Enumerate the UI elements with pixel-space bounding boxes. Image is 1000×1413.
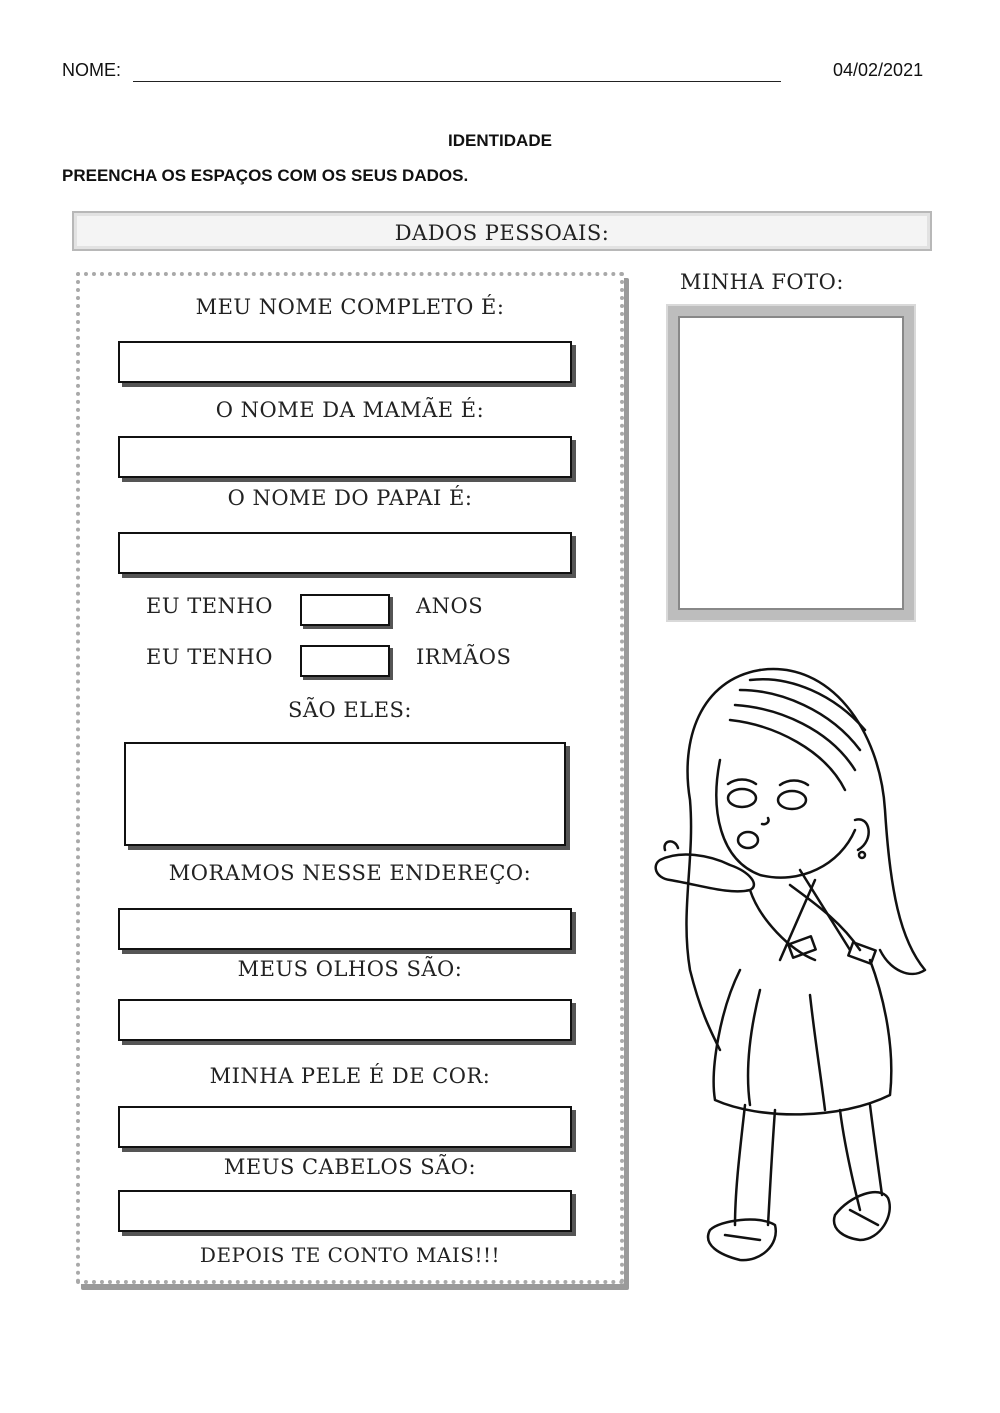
siblings-names-question: SÃO ELES:	[287, 698, 412, 722]
address-box[interactable]	[118, 908, 572, 950]
eyes-box[interactable]	[118, 999, 572, 1041]
mother-name-box[interactable]	[118, 436, 572, 478]
age-box[interactable]	[300, 594, 390, 626]
instruction: PREENCHA OS ESPAÇOS COM OS SEUS DADOS.	[62, 166, 469, 185]
skin-question: MINHA PELE É DE COR:	[209, 1064, 491, 1088]
years-label: ANOS	[416, 594, 484, 618]
siblings-box[interactable]	[300, 645, 390, 677]
girl-illustration-icon	[640, 650, 940, 1280]
siblings-label: EU TENHO	[146, 645, 273, 669]
eyes-question: MEUS OLHOS SÃO:	[237, 957, 463, 981]
page-title: IDENTIDADE	[448, 131, 552, 150]
hair-question: MEUS CABELOS SÃO:	[223, 1155, 477, 1179]
photo-label: MINHA FOTO:	[680, 270, 844, 294]
banner-title: DADOS PESSOAIS:	[394, 221, 610, 245]
photo-frame[interactable]	[668, 306, 914, 620]
age-label: EU TENHO	[146, 594, 273, 618]
name-label: NOME:	[62, 60, 122, 80]
closing-line: DEPOIS TE CONTO MAIS!!!	[199, 1243, 501, 1267]
section-banner	[72, 211, 932, 251]
address-question: MORAMOS NESSE ENDEREÇO:	[168, 861, 532, 885]
skin-box[interactable]	[118, 1106, 572, 1148]
siblings-names-box[interactable]	[124, 742, 566, 846]
mother-name-question: O NOME DA MAMÃE É:	[215, 398, 485, 422]
father-name-box[interactable]	[118, 532, 572, 574]
date: 04/02/2021	[833, 60, 924, 80]
name-blank-line[interactable]	[133, 81, 781, 82]
siblings-word: IRMÃOS	[416, 645, 512, 669]
father-name-question: O NOME DO PAPAI É:	[227, 486, 473, 510]
hair-box[interactable]	[118, 1190, 572, 1232]
full-name-box[interactable]	[118, 341, 572, 383]
full-name-question: MEU NOME COMPLETO É:	[195, 295, 505, 319]
